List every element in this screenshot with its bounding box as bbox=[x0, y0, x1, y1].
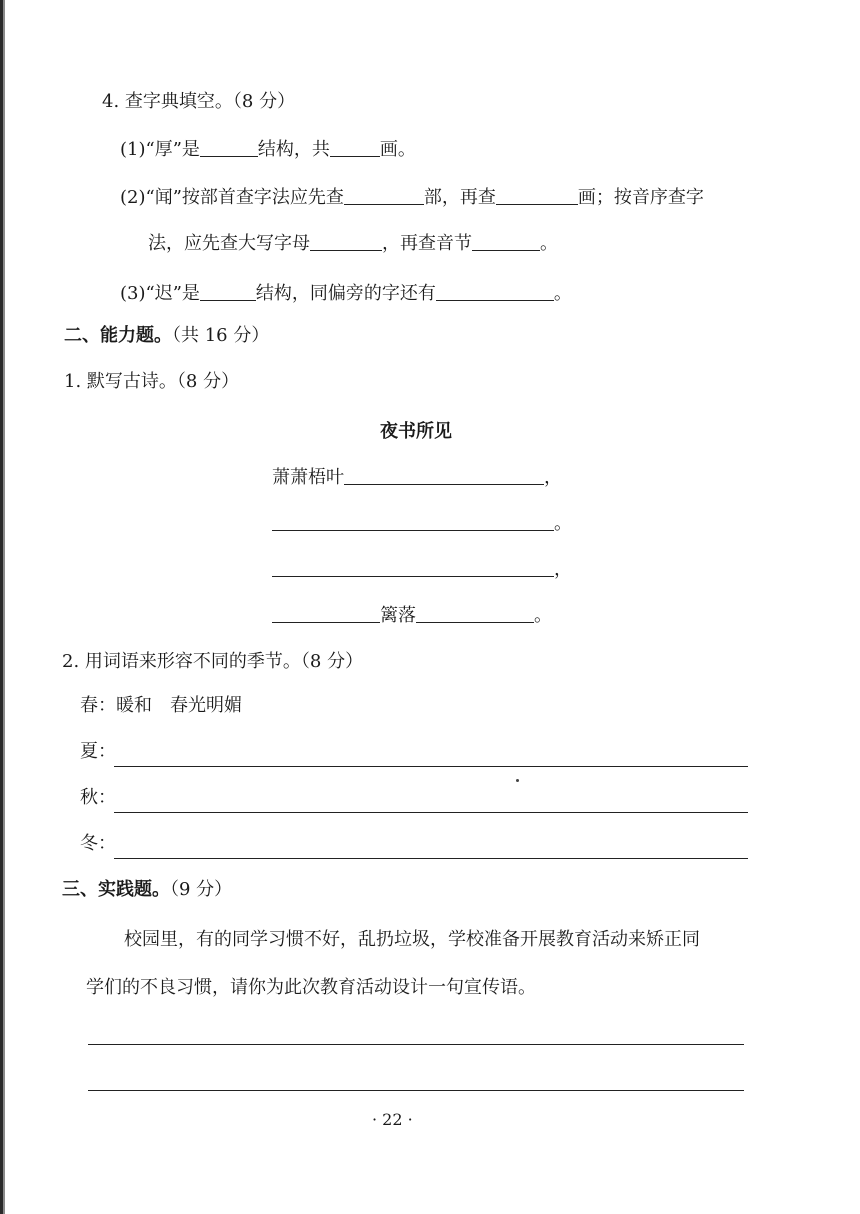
q4-s2-text-c: 画；按音序查字 bbox=[577, 187, 704, 208]
q4-s1-text-a: (1)“厚”是 bbox=[120, 139, 200, 160]
poem-line-1-comma: ， bbox=[544, 467, 562, 488]
season-summer-answer-line[interactable] bbox=[114, 766, 748, 767]
poem-line-4-blank-a[interactable] bbox=[272, 604, 380, 623]
q4-s2-text-e: ，再查音节 bbox=[382, 233, 472, 254]
sec3-paragraph-line-2: 学们的不良习惯，请你为此次教育活动设计一句宣传语。 bbox=[86, 977, 536, 998]
sec2-q2-title: 2. 用词语来形容不同的季节。（8 分） bbox=[62, 651, 364, 672]
q4-s2-blank-syllable[interactable] bbox=[472, 232, 540, 251]
poem-line-4-mid: 篱落 bbox=[380, 605, 416, 626]
sec2-q1-title: 1. 默写古诗。（8 分） bbox=[64, 371, 240, 392]
poem-line-4 bbox=[272, 604, 552, 628]
q4-sub3 bbox=[120, 282, 572, 306]
poem-line-3-blank[interactable] bbox=[272, 558, 554, 577]
q4-s1-text-b: 结构，共 bbox=[257, 139, 330, 160]
poem-line-1-blank[interactable] bbox=[344, 466, 544, 485]
poem-line-3-comma: ， bbox=[554, 559, 572, 580]
q4-s1-blank-strokes[interactable] bbox=[330, 138, 380, 157]
q4-s3-text-c: 。 bbox=[553, 283, 572, 304]
season-winter-answer-line[interactable] bbox=[114, 858, 748, 859]
q4-s3-blank-chars[interactable] bbox=[436, 282, 554, 301]
poem-line-3 bbox=[272, 558, 572, 582]
section3-heading bbox=[62, 878, 232, 902]
q4-title: 4. 查字典填空。（8 分） bbox=[102, 91, 296, 112]
poem-line-1-start: 萧萧梧叶 bbox=[272, 467, 344, 488]
q4-s1-blank-structure[interactable] bbox=[200, 138, 258, 157]
q4-sub2-cont bbox=[148, 232, 558, 256]
poem-title: 夜书所见 bbox=[380, 421, 452, 442]
section2-title: 二、能力题。 bbox=[64, 325, 172, 346]
q4-s3-blank-structure[interactable] bbox=[200, 282, 256, 301]
poem-line-4-blank-b[interactable] bbox=[416, 604, 534, 623]
q4-sub1 bbox=[120, 138, 416, 162]
slogan-answer-line-2[interactable] bbox=[88, 1090, 744, 1091]
season-autumn-answer-line[interactable] bbox=[114, 812, 748, 813]
section3-score: （9 分） bbox=[170, 879, 233, 900]
q4-sub2 bbox=[120, 186, 704, 210]
season-summer-label: 夏： bbox=[80, 741, 116, 762]
q4-s2-text-a: (2)“闻”按部首查字法应先查 bbox=[120, 187, 344, 208]
q4-s2-blank-letter[interactable] bbox=[310, 232, 382, 251]
q4-s2-blank-radical[interactable] bbox=[344, 186, 424, 205]
q4-s1-text-c: 画。 bbox=[379, 139, 416, 160]
section2-score: （共 16 分） bbox=[172, 325, 270, 346]
q4-s2-text-b: 部，再查 bbox=[423, 187, 496, 208]
q4-s2-blank-strokes[interactable] bbox=[496, 186, 578, 205]
season-winter-label: 冬： bbox=[80, 833, 116, 854]
page-number: · 22 · bbox=[372, 1110, 413, 1129]
poem-line-2-period: 。 bbox=[554, 513, 572, 534]
q4-s2-text-d: 法，应先查大写字母 bbox=[148, 233, 310, 254]
season-autumn-label: 秋： bbox=[80, 787, 116, 808]
poem-line-2 bbox=[272, 512, 572, 536]
slogan-answer-line-1[interactable] bbox=[88, 1044, 744, 1045]
season-spring: 春：暖和 春光明媚 bbox=[80, 695, 242, 716]
scan-edge-shadow bbox=[3, 0, 5, 1214]
q4-s3-text-a: (3)“迟”是 bbox=[120, 283, 200, 304]
poem-line-4-period: 。 bbox=[534, 605, 552, 626]
scan-speck bbox=[516, 779, 519, 782]
q4-s3-text-b: 结构，同偏旁的字还有 bbox=[255, 283, 436, 304]
poem-line-2-blank[interactable] bbox=[272, 512, 554, 531]
q4-s2-text-f: 。 bbox=[540, 233, 558, 254]
sec3-paragraph-line-1: 校园里，有的同学习惯不好，乱扔垃圾，学校准备开展教育活动来矫正同 bbox=[124, 929, 700, 950]
section3-title: 三、实践题。 bbox=[62, 879, 170, 900]
poem-line-1 bbox=[272, 466, 562, 490]
section2-heading bbox=[64, 324, 269, 348]
